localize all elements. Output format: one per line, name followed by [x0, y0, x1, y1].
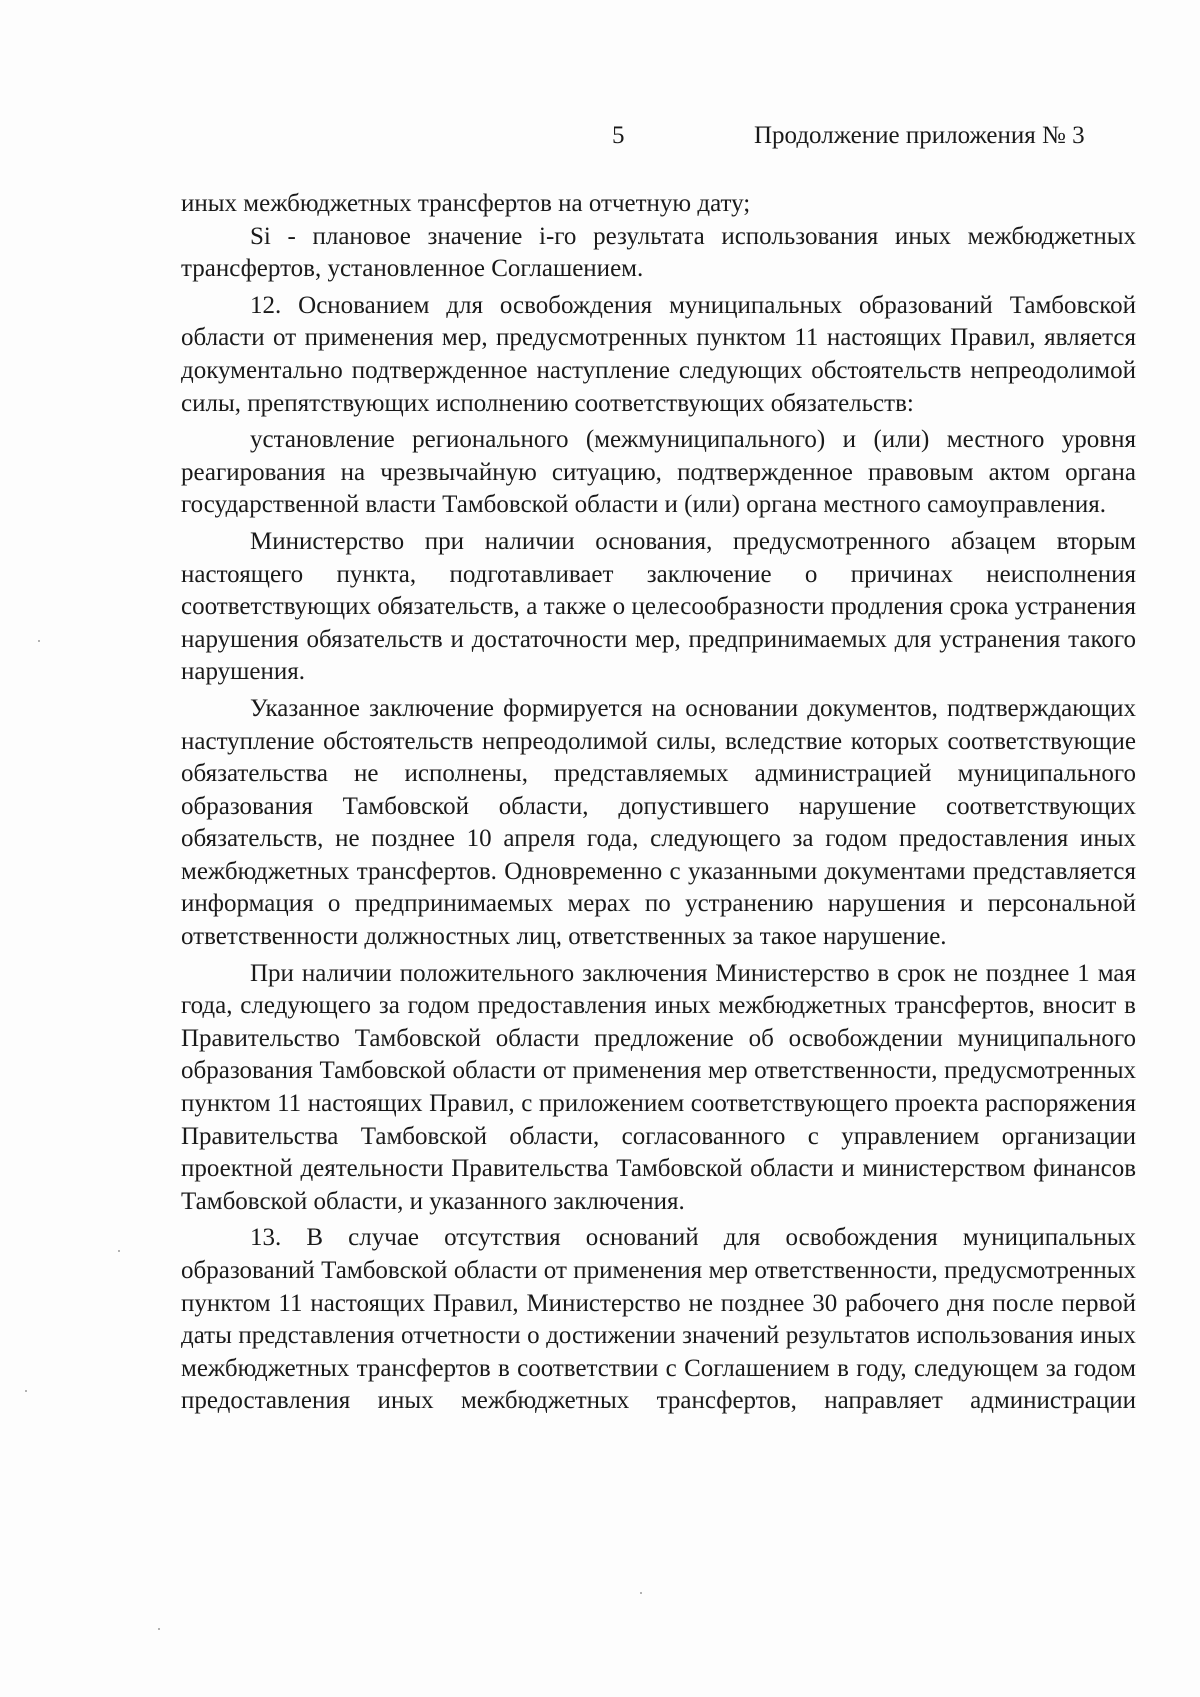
paragraph-3: 12. Основанием для освобождения муниципальных образований Тамбовской области от применения мер, предусмотренных пунктом 11 настоящих Правил, является документально подтвержденное наступление следующих обстоятельств непреодолимой силы, препятствующих исполнению соответствующих обязательств: — [181, 291, 1136, 417]
scan-speck — [118, 1250, 120, 1252]
paragraph-8: 13. В случае отсутствия оснований для освобождения муниципальных образований Тамбовской области от применения мер ответственности, предусмотренных пунктом 11 настоящих Правил, Министерство не позднее 30 рабочего дня после первой даты представления отчетности о достижении значений результатов использования иных межбюджетных трансфертов в соответствии с Соглашением в году, следующем за годом предоставления иных межбюджетных трансфертов, направляет администрации — [181, 1224, 1136, 1415]
scan-speck — [25, 1390, 27, 1392]
document-body — [181, 188, 1136, 1418]
scan-speck — [640, 1592, 642, 1594]
scan-speck — [158, 1628, 160, 1630]
scan-speck — [38, 640, 40, 642]
page-number: 5 — [612, 122, 625, 149]
paragraph-7: При наличии положительного заключения Министерство в срок не позднее 1 мая года, следующего за годом предоставления иных межбюджетных трансфертов, вносит в Правительство Тамбовской области предложение об освобождении муниципального образования Тамбовской области от применения мер ответственности, предусмотренных пунктом 11 настоящих Правил, с приложением соответствующего проекта распоряжения Правительства Тамбовской области, согласованного с управлением организации проектной деятельности Правительства Тамбовской области и министерством финансов Тамбовской области, и указанного заключения. — [181, 959, 1136, 1215]
page-header — [0, 122, 1200, 162]
paragraph-6: Указанное заключение формируется на основании документов, подтверждающих наступление обстоятельств непреодолимой силы, вследствие которых соответствующие обязательства не исполнены, представляемых администрацией муниципального образования Тамбовской области, допустившего нарушение соответствующих обязательств, не позднее 10 апреля года, следующего за годом предоставления иных межбюджетных трансфертов. Одновременно с указанными документами представляется информация о предпринимаемых мерах по устранению нарушения и персональной ответственности должностных лиц, ответственных за такое нарушение. — [181, 694, 1136, 951]
paragraph-2: Si - плановое значение i-го результата использования иных межбюджетных трансфертов, установленное Соглашением. — [181, 222, 1136, 283]
paragraph-4: установление регионального (межмуниципального) и (или) местного уровня реагирования на чрезвычайную ситуацию, подтвержденное правовым актом органа государственной власти Тамбовской области и (или) органа местного самоуправления. — [181, 426, 1136, 519]
paragraph-1: иных межбюджетных трансфертов на отчетную дату; — [181, 190, 751, 217]
appendix-continuation-label: Продолжение приложения № 3 — [754, 122, 1085, 149]
paragraph-5: Министерство при наличии основания, предусмотренного абзацем вторым настоящего пункта, подготавливает заключение о причинах неисполнения соответствующих обязательств, а также о целесообразности продления срока устранения нарушения обязательств и достаточности мер, предпринимаемых для устранения такого нарушения. — [181, 527, 1136, 686]
